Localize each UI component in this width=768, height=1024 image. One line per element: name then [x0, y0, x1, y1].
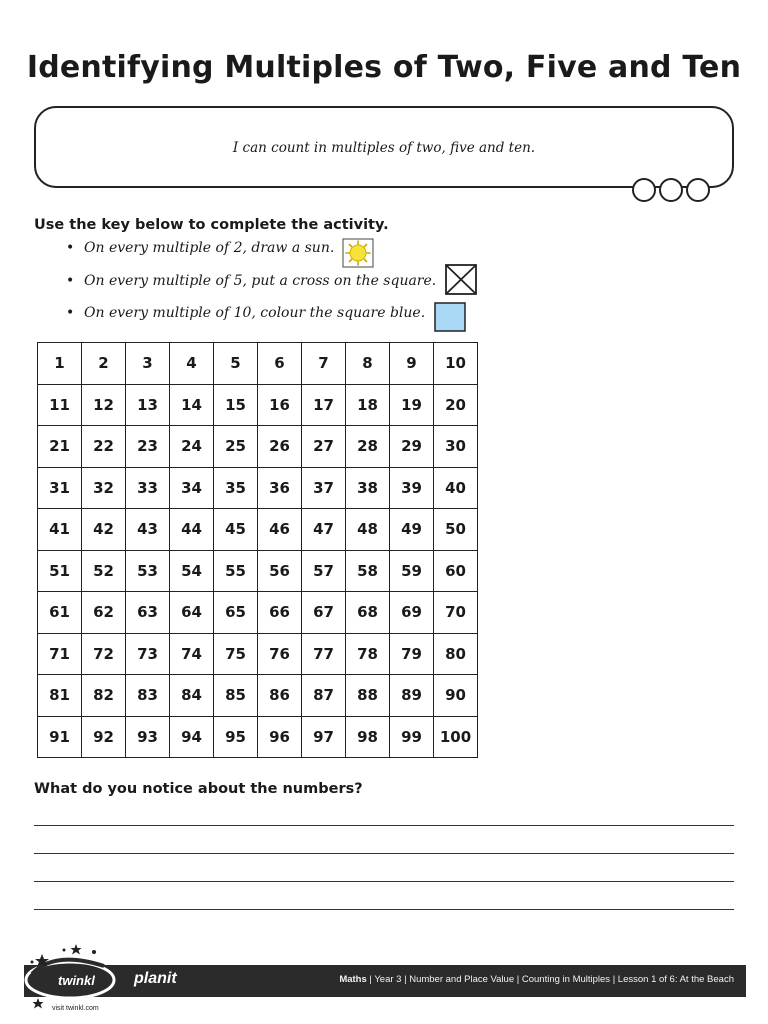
grid-cell[interactable]: 80	[434, 633, 478, 675]
key-item-label: On every multiple of 2, draw a sun.	[84, 240, 335, 256]
sun-icon	[342, 238, 374, 268]
grid-cell[interactable]: 43	[126, 509, 170, 551]
grid-cell[interactable]: 78	[346, 633, 390, 675]
grid-cell[interactable]: 45	[214, 509, 258, 551]
grid-cell[interactable]: 82	[82, 675, 126, 717]
grid-row	[38, 675, 478, 717]
grid-cell[interactable]: 90	[434, 675, 478, 717]
footer-subject: Maths	[339, 974, 367, 985]
grid-cell[interactable]: 91	[38, 716, 82, 758]
planit-logo-text: planit	[134, 970, 177, 987]
grid-cell[interactable]: 75	[214, 633, 258, 675]
footer-details: | Year 3 | Number and Place Value | Counting in Multiples | Lesson 1 of 6: At the Beach	[366, 974, 734, 985]
grid-row	[38, 633, 478, 675]
grid-cell[interactable]: 2	[82, 343, 126, 385]
grid-row	[38, 592, 478, 634]
grid-cell[interactable]: 99	[390, 716, 434, 758]
grid-cell[interactable]: 50	[434, 509, 478, 551]
grid-cell[interactable]: 30	[434, 426, 478, 468]
grid-cell[interactable]: 1	[38, 343, 82, 385]
grid-cell[interactable]: 8	[346, 343, 390, 385]
grid-cell[interactable]: 34	[170, 467, 214, 509]
grid-cell[interactable]: 46	[258, 509, 302, 551]
grid-cell[interactable]: 14	[170, 384, 214, 426]
grid-cell[interactable]: 44	[170, 509, 214, 551]
grid-cell[interactable]: 16	[258, 384, 302, 426]
grid-cell[interactable]: 27	[302, 426, 346, 468]
grid-cell[interactable]: 95	[214, 716, 258, 758]
grid-cell[interactable]: 25	[214, 426, 258, 468]
objective-box	[34, 106, 734, 188]
grid-row	[38, 384, 478, 426]
grid-row	[38, 716, 478, 758]
grid-cell[interactable]: 76	[258, 633, 302, 675]
page-title: Identifying Multiples of Two, Five and Ten	[26, 50, 742, 85]
grid-cell[interactable]: 69	[390, 592, 434, 634]
grid-cell[interactable]: 100	[434, 716, 478, 758]
grid-cell[interactable]: 19	[390, 384, 434, 426]
grid-cell[interactable]: 92	[82, 716, 126, 758]
grid-cell[interactable]: 33	[126, 467, 170, 509]
grid-cell[interactable]: 93	[126, 716, 170, 758]
grid-cell[interactable]: 61	[38, 592, 82, 634]
grid-cell[interactable]: 67	[302, 592, 346, 634]
grid-cell[interactable]: 5	[214, 343, 258, 385]
key-item-label: On every multiple of 5, put a cross on the square.	[84, 273, 437, 289]
grid-cell[interactable]: 22	[82, 426, 126, 468]
grid-cell[interactable]: 29	[390, 426, 434, 468]
grid-cell[interactable]: 84	[170, 675, 214, 717]
grid-cell[interactable]: 51	[38, 550, 82, 592]
answer-line[interactable]	[34, 881, 734, 882]
grid-cell[interactable]: 28	[346, 426, 390, 468]
grid-cell[interactable]: 11	[38, 384, 82, 426]
grid-cell[interactable]: 96	[258, 716, 302, 758]
grid-cell[interactable]: 70	[434, 592, 478, 634]
grid-cell[interactable]: 79	[390, 633, 434, 675]
grid-cell[interactable]: 37	[302, 467, 346, 509]
grid-row	[38, 343, 478, 385]
objective-text: I can count in multiples of two, five and ten.	[232, 140, 536, 156]
grid-cell[interactable]: 26	[258, 426, 302, 468]
grid-cell[interactable]: 83	[126, 675, 170, 717]
grid-cell[interactable]: 81	[38, 675, 82, 717]
grid-cell[interactable]: 42	[82, 509, 126, 551]
grid-cell[interactable]: 62	[82, 592, 126, 634]
grid-cell[interactable]: 54	[170, 550, 214, 592]
grid-cell[interactable]: 6	[258, 343, 302, 385]
footer-lesson-info	[339, 974, 734, 985]
answer-line[interactable]	[34, 825, 734, 826]
grid-cell[interactable]: 21	[38, 426, 82, 468]
grid-cell[interactable]: 53	[126, 550, 170, 592]
grid-cell[interactable]: 4	[170, 343, 214, 385]
grid-cell[interactable]: 10	[434, 343, 478, 385]
grid-cell[interactable]: 20	[434, 384, 478, 426]
grid-cell[interactable]: 35	[214, 467, 258, 509]
grid-cell[interactable]: 59	[390, 550, 434, 592]
grid-row	[38, 467, 478, 509]
grid-row	[38, 550, 478, 592]
grid-cell[interactable]: 97	[302, 716, 346, 758]
key-item-multiple-of-10: • On every multiple of 10, colour the square blue.	[66, 305, 426, 321]
key-item-label: On every multiple of 10, colour the square blue.	[84, 305, 426, 321]
grid-cell[interactable]: 24	[170, 426, 214, 468]
key-item-multiple-of-5: • On every multiple of 5, put a cross on the square.	[66, 273, 437, 289]
grid-cell[interactable]: 55	[214, 550, 258, 592]
grid-cell[interactable]: 7	[302, 343, 346, 385]
grid-cell[interactable]: 60	[434, 550, 478, 592]
grid-cell[interactable]: 88	[346, 675, 390, 717]
grid-cell[interactable]: 86	[258, 675, 302, 717]
grid-cell[interactable]: 23	[126, 426, 170, 468]
grid-cell[interactable]: 12	[82, 384, 126, 426]
grid-cell[interactable]: 63	[126, 592, 170, 634]
grid-cell[interactable]: 39	[390, 467, 434, 509]
grid-cell[interactable]: 98	[346, 716, 390, 758]
grid-cell[interactable]: 31	[38, 467, 82, 509]
grid-cell[interactable]: 32	[82, 467, 126, 509]
grid-cell[interactable]: 15	[214, 384, 258, 426]
grid-cell[interactable]: 40	[434, 467, 478, 509]
grid-row	[38, 426, 478, 468]
crossed-square-icon	[445, 264, 477, 295]
grid-cell[interactable]: 94	[170, 716, 214, 758]
grid-cell[interactable]: 49	[390, 509, 434, 551]
ring-decoration	[632, 178, 656, 202]
key-item-multiple-of-2: • On every multiple of 2, draw a sun.	[66, 240, 335, 256]
grid-cell[interactable]: 41	[38, 509, 82, 551]
grid-cell[interactable]: 85	[214, 675, 258, 717]
question-text: What do you notice about the numbers?	[34, 781, 363, 797]
twinkl-logo-text: twinkl	[58, 973, 95, 988]
ring-decoration	[659, 178, 683, 202]
grid-cell[interactable]: 57	[302, 550, 346, 592]
grid-cell[interactable]: 52	[82, 550, 126, 592]
grid-cell[interactable]: 48	[346, 509, 390, 551]
grid-cell[interactable]: 17	[302, 384, 346, 426]
instructions-heading: Use the key below to complete the activity.	[34, 217, 389, 233]
grid-cell[interactable]: 64	[170, 592, 214, 634]
grid-cell[interactable]: 74	[170, 633, 214, 675]
grid-cell[interactable]: 13	[126, 384, 170, 426]
ring-decoration	[686, 178, 710, 202]
grid-cell[interactable]: 73	[126, 633, 170, 675]
grid-cell[interactable]: 47	[302, 509, 346, 551]
hundred-square	[37, 342, 478, 758]
answer-line[interactable]	[34, 909, 734, 910]
grid-cell[interactable]: 77	[302, 633, 346, 675]
grid-cell[interactable]: 58	[346, 550, 390, 592]
grid-cell[interactable]: 36	[258, 467, 302, 509]
grid-cell[interactable]: 38	[346, 467, 390, 509]
blue-square-icon	[434, 302, 466, 332]
grid-cell[interactable]: 18	[346, 384, 390, 426]
answer-line[interactable]	[34, 853, 734, 854]
grid-cell[interactable]: 66	[258, 592, 302, 634]
grid-cell[interactable]: 89	[390, 675, 434, 717]
grid-cell[interactable]: 68	[346, 592, 390, 634]
grid-cell[interactable]: 87	[302, 675, 346, 717]
grid-row	[38, 509, 478, 551]
grid-cell[interactable]: 72	[82, 633, 126, 675]
grid-cell[interactable]: 9	[390, 343, 434, 385]
grid-cell[interactable]: 56	[258, 550, 302, 592]
grid-cell[interactable]: 71	[38, 633, 82, 675]
visit-url: visit twinkl.com	[52, 1005, 99, 1012]
grid-cell[interactable]: 3	[126, 343, 170, 385]
grid-cell[interactable]: 65	[214, 592, 258, 634]
